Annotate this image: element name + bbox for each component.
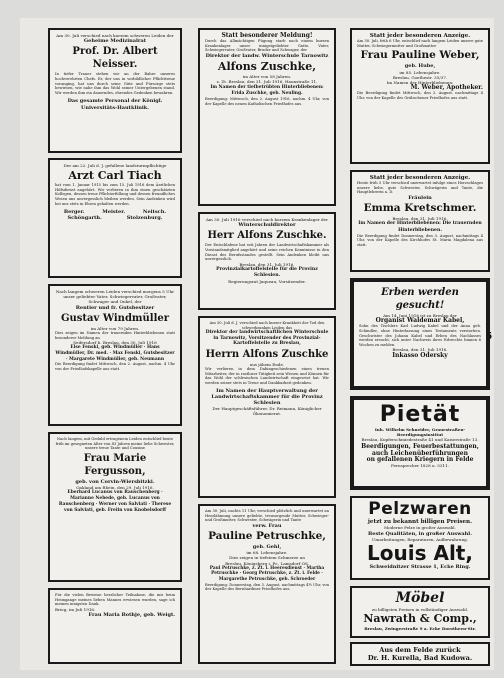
weber-place: Breslau, Goethestr. 35/37. <box>392 74 448 80</box>
tiach-body: hat vom 1. Januar 1915 bis zum 15. Juli 1916 dem Ärztlichen Hilfsdienst angehört. Wir verlieren in ihm einen geschätzten Kollegen, dessen treue Pflichterfüllung und dessen freundliches Wesen uns unvergesslich bleiben werden. Sein Andenken wird bei uns stets in Ehren gehalten werden. <box>55 183 175 206</box>
kabel-sign: Inkasso Odersky <box>392 351 448 359</box>
tiach-name-3: Neitsch. <box>142 209 167 216</box>
moebel-name: Nawrath & Comp., <box>363 612 477 626</box>
windmueller-signers: Else Fenski, geb. Windmüller · Hans Windmüller, Dr. med. · Max Fenski, Gutsbesitzer · Margarete Windmüller, geb. Neumann <box>55 345 175 362</box>
ad-pelzwaren <box>350 496 490 580</box>
fergusson-name: Frau Marie Fergusson, <box>83 452 147 477</box>
zuschke-family-intro: Durch das Allmächtigen Fügung starb nach einem kurzen Krankenlager unser innigstgeliebter Gatte, Vater, Schwiegervater, Großvater, Bruder und Schwager, der <box>205 39 329 53</box>
zuschke-family-signers: Im Namen der tiefbetrübten Hinterbliebenen: Frida Zuschke, geb. Neuling. <box>210 84 324 96</box>
petruschke-body: Dies zeigen in tiefstem Schmerze an <box>229 555 305 561</box>
neisser-name: Prof. Dr. Albert Neisser. <box>72 46 158 71</box>
bothje-name: Frau Maria Bothje, geb. Weigt. <box>88 611 175 618</box>
column-mark: 5 <box>486 332 493 342</box>
fergusson-place: Oakland am Rhein, den 29. Juli 1916. <box>76 484 154 490</box>
kabel-intro: Am 14. Juni 1916 ist zu Breslau der <box>383 313 457 318</box>
kretschmer-header: Statt jeder besonderen Anzeige. <box>369 175 471 181</box>
pelzwaren-addr: Schweidnitzer Strasse 1, Ecke Ring. <box>369 564 471 571</box>
zuschke-landw-name: Herr Alfons Zuschke. <box>207 230 327 242</box>
petruschke-signers: Paul Petruschke, z. Zt. i. Heeresdienst · Martha Petruschke · Georg Petruschke, z. Zt. i. Felde · Margarethe Petruschke, geb. Schroeder <box>209 565 325 582</box>
moebel-sub: zu billigsten Preisen in vollständiger Auswahl. <box>371 607 469 612</box>
obituary-fergusson <box>48 432 182 582</box>
petruschke-place: Breslau, Königsberg i. Pr., Lamsdorf OS. <box>225 560 309 566</box>
petruschke-sub: verw. Frau <box>252 522 282 529</box>
moebel-place: Breslau, <box>364 626 384 632</box>
zuschke-landw-intro: Am 30. Juli 1916 verschied nach kurzem Krankenlager der <box>205 217 329 222</box>
pietaet-sub: on gefallenen Kriegern in Felde <box>366 455 474 463</box>
windmueller-age: im Alter von 79 Jahren. <box>90 325 140 331</box>
fergusson-intro: Nach langem, mit Geduld ertragenem Leiden entschlief heute früh im gesegneten Alter von 83 Jahren meine liebe Schwester, unsere treue Tante und Cousine <box>55 437 175 451</box>
kretschmer-signers: Im Namen der Hinterbliebenen: Die trauernden Hinterbliebenen. <box>358 221 482 233</box>
zuschke-family-role: Direktor der landw. Winterschule Tarnowitz <box>205 52 329 59</box>
zuschke-family-name: Alfons Zuschke, <box>217 60 317 74</box>
bothje-body: Für die vielen Beweise herzlicher Teilnahme, die mir beim Heimgange meines lieben Mannes erwiesen wurden, sage ich meinen innigsten Dank. <box>55 593 175 607</box>
weber-body: Im Namen der Hinterbliebenen: <box>386 80 454 85</box>
moebel-addr: Zwingerstraße 9 a. Ecke Dorotheen-Str. <box>384 626 476 632</box>
pietaet-lines: Beerdigungen, Feuerbestattungen, auch Leichenüberführungen <box>361 442 479 457</box>
notice-erben-gesucht <box>350 278 493 390</box>
zuschke-ws-sign: Der Hauptgeschäftsführer. Dr. Reimann, Königlicher Ökonomierat. <box>212 406 322 417</box>
obituary-zuschke-kartoffelstelle <box>198 212 336 310</box>
zuschke-family-header: Statt besonderer Meldung! <box>221 32 313 39</box>
zuschke-landw-body: Der Entschlafene hat seit Jahren der Landwirtschaftskammer als Vorstandsmitglied angehört und seine reichen Kenntnisse in den Dienst des Berufsstandes gestellt. Sein Andenken bleibt uns unvergesslich. <box>205 243 329 262</box>
thanks-bothje <box>48 588 182 664</box>
neisser-role: Geheime Medizinalrat <box>83 38 147 45</box>
kabel-body: Sohn des Tischlers Karl Ludwig Kabel und der Anna geb. Schindler, ohne Hinterlassung eines Testaments verstorben. Geschwister des Johann Kabel und Erben des Nachlasses werden ersucht, sich unter Nachweis ihres Erbrechts binnen 6 Wochen zu melden. <box>359 324 481 347</box>
zuschke-ws-role: Direktor der landwirtschaftlichen Winterschule in Tarnowitz, Vorsitzender des Provinzial-Kartoffelstelle zu Breslau, <box>205 330 329 347</box>
pelzwaren-l2: Moderne Pelze in großer Auswahl. <box>384 525 456 531</box>
zuschke-ws-name: Herrn Alfons Zuschke <box>205 348 329 360</box>
kretschmer-funeral: Die Beerdigung findet Donnerstag, den 3. August, nachmittags 4 Uhr, von der Kapelle des Kirchhofes St. Maria Magdalena aus statt. <box>357 233 483 247</box>
kurella-l2: Dr. H. Kurella, Bad Kudowa. <box>367 654 473 662</box>
bothje-place: Brieg, im Juli 1916. <box>55 606 96 612</box>
obituary-tiach <box>48 158 182 278</box>
obituary-kretschmer <box>350 170 490 272</box>
obituary-zuschke-landwirtschaftskammer <box>198 316 336 498</box>
moebel-title: Möbel <box>395 590 445 606</box>
neisser-footer: Das gesamte Personal der Königl. Universitäts-Hautklinik. <box>67 98 163 111</box>
zuschke-family-age: im Alter von 58 Jahren. <box>242 74 292 80</box>
petruschke-gebr: geb. Gehl, <box>252 543 282 550</box>
petruschke-intro: Am 30. Juli, nachts 11 Uhr, verschied plötzlich und unerwartet an Herzlähmung unsere geliebte, treusorgende Mutter, Schwieger- und Großmutter, Schwester, Schwägerin und Tante <box>205 509 329 523</box>
ad-moebel <box>350 586 490 638</box>
pietaet-addr: Breslau, Kupferschmiedestraße 41 und Kaiserstraße 13. <box>361 437 479 443</box>
weber-gebr: geb. Hube, <box>404 63 436 70</box>
tiach-name-4: Schöngarth. <box>67 215 102 222</box>
pietaet-title: Pietät <box>379 402 461 427</box>
ad-pietaet <box>350 396 490 490</box>
petruschke-funeral: Beerdigung: Donnerstag, den 3. August, nachmittags 4½ Uhr, von der Kapelle des Bernhardiner Friedhofes aus. <box>205 582 329 592</box>
zuschke-ws-age: aus jähem Ende. <box>249 361 285 367</box>
weber-funeral: Die Beerdigung findet Mittwoch, den 2. August, nachmittags 4 Uhr, von der Kapelle des Gräbschener Friedhofes aus statt. <box>357 91 483 100</box>
petruschke-age: im 68. Lebensjahre. <box>246 550 288 556</box>
kretschmer-place: Breslau, den 31. Juli 1916. <box>392 216 448 222</box>
pelzwaren-name: Louis Alt, <box>367 541 473 566</box>
tiach-name: Arzt Carl Tiach <box>68 169 162 183</box>
zuschke-landw-place: Breslau, den 31. Juli 1916. <box>239 261 295 267</box>
pelzwaren-l4: Umarbeitungen, Reparaturen, Aufbewahrung. <box>371 536 469 542</box>
moebel-place-addr <box>356 626 484 631</box>
obituary-petruschke <box>198 504 336 664</box>
kretschmer-sub: Fräulein <box>408 194 432 201</box>
obituary-zuschke-family <box>198 28 336 206</box>
weber-intro: Am 30. Juli, früh 6 Uhr, entschlief nach langem Leiden unsere gute Mutter, Schwiegermutter und Großmutter <box>357 39 483 48</box>
zuschke-family-funeral: Beerdigung: Mittwoch, den 2. August 1916, nachm. 4 Uhr, von der Kapelle des neuen Katholischen Friedhofes aus. <box>205 97 329 106</box>
windmueller-name: Gustav Windmüller <box>60 312 170 324</box>
fergusson-sub: geb. von Corvin-Wiersbitzki. <box>75 478 155 485</box>
tiach-name-2: Meister. <box>102 209 126 216</box>
weber-header: Statt jeder besonderen Anzeige. <box>369 33 471 39</box>
windmueller-role: Rentier und fr. Gutsbesitzer <box>75 304 155 311</box>
tiach-intro: Der am 22. Juli d. J. gefallene landsturmpflichtige <box>63 163 167 168</box>
windmueller-body: Dies zeigen im Namen der trauernden Hinterbliebenen statt besonderer Meldung an <box>55 331 175 340</box>
kabel-header: Erben werden gesucht! <box>381 287 459 311</box>
newspaper-page <box>20 18 494 670</box>
pietaet-tel: Fernsprecher 1828 u. 5311. <box>390 462 450 468</box>
tiach-names-row-2 <box>55 215 175 221</box>
kretschmer-name: Emma Kretschmer. <box>363 202 477 215</box>
pelzwaren-title: Pelzwaren <box>368 499 472 519</box>
pietaet-owner: Inh. Wilhelm Schneider, Grauestraßen-Beerdigungsinstitut <box>374 427 466 438</box>
kurella-l1: Aus dem Felde zurück <box>379 646 461 654</box>
kabel-role: Organist Waldemar Kabel, <box>375 317 465 325</box>
obituary-windmueller <box>48 284 182 426</box>
zuschke-ws-intro: Am 30. Juli d. J. verschied nach kurzer Krankheit der Tod den schwerkranken Leiden das <box>209 321 325 330</box>
kabel-place: Breslau, den 31. Juli 1916. <box>392 347 448 353</box>
fergusson-signers: Eberhard Lucanus von Rauschenberg · Marianne Nebede, geb. Lucanus von Rauschenberg · Werner von Salviati · Therese von Salviati, geb. Freiin von Knobelsdorff <box>58 490 172 514</box>
windmueller-funeral: Die Beerdigung findet Mittwoch, den 2. August, nachm. 4 Uhr von der Friedhofskapelle aus statt. <box>55 362 175 371</box>
weber-signer: M. Weber, Apotheker. <box>410 84 483 92</box>
zuschke-landw-footer: Provinzialkartoffelstelle für die Provinz Schlesien. <box>216 266 318 279</box>
petruschke-name: Pauline Petruschke, <box>208 529 326 542</box>
ad-kurella <box>350 642 490 666</box>
zuschke-landw-role: Winterschuldirektor <box>238 222 296 229</box>
kretschmer-intro: Heute früh 5 Uhr verschied unerwartet infolge eines Herzschlages unsere liebe, gute Schwester, Schwägerin und Tante, die Hauptlehrerin a. D. <box>357 181 483 195</box>
obituary-neisser <box>48 28 182 153</box>
tiach-name-5: Stolzenburg. <box>126 215 163 222</box>
zuschke-ws-body: Wir verlieren in dem Dahingeschiedenen einen treuen Mitarbeiter, der in rastloser Tätigkeit sein Wissen und Können für das Wohl der schlesischen Landwirtschaft eingesetzt hat. Wir werden seiner stets in Treue und Dankbarkeit gedenken. <box>205 367 329 385</box>
zuschke-landw-sign: Regierungsrat Jaqueau, Vorsitzender. <box>228 279 306 285</box>
pelzwaren-l1: jetzt zu bekannt billigen Preisen. <box>367 519 473 525</box>
neisser-body: In tiefer Trauer stehen wir an der Bahre unseres hochverehrten Chefs. Er, der uns in vorbildlicher Pflichttreue voranging, hat uns durch seine Güte und Fürsorge stets bewiesen, wie nahe ihm das Wohl seiner Untergebenen stand. Wir werden ihm ein dauerndes, ehrendes Gedenken bewahren. <box>55 72 175 95</box>
windmueller-place: Seifersdorf b. Breslau, den 30. Juli 1916 <box>73 340 157 346</box>
tiach-name-1: Berger. <box>63 209 85 216</box>
windmueller-intro: Nach langem schweren Leiden verschied morgens 5 Uhr unser geliebter Vater, Schwiegervater, Großvater, Schwager und Onkel, der <box>55 289 175 305</box>
obituary-weber <box>350 28 490 164</box>
pelzwaren-l3: Beste Qualitäten, in großer Auswahl. <box>368 530 472 537</box>
neisser-intro: Am 30. Juli verschied nach kurzem schweren Leiden der <box>56 33 174 38</box>
zuschke-family-place: z. Zt. Breslau, den 31. Juli 1916, Haunstraße 11. <box>216 79 318 85</box>
zuschke-ws-assoc: Im Namen der Hauptverwaltung der Landwirtschaftskammer für die Provinz Schlesien <box>211 387 323 406</box>
weber-name: Frau Pauline Weber, <box>360 49 480 62</box>
weber-age: im 85. Lebensjahre. <box>399 69 441 75</box>
